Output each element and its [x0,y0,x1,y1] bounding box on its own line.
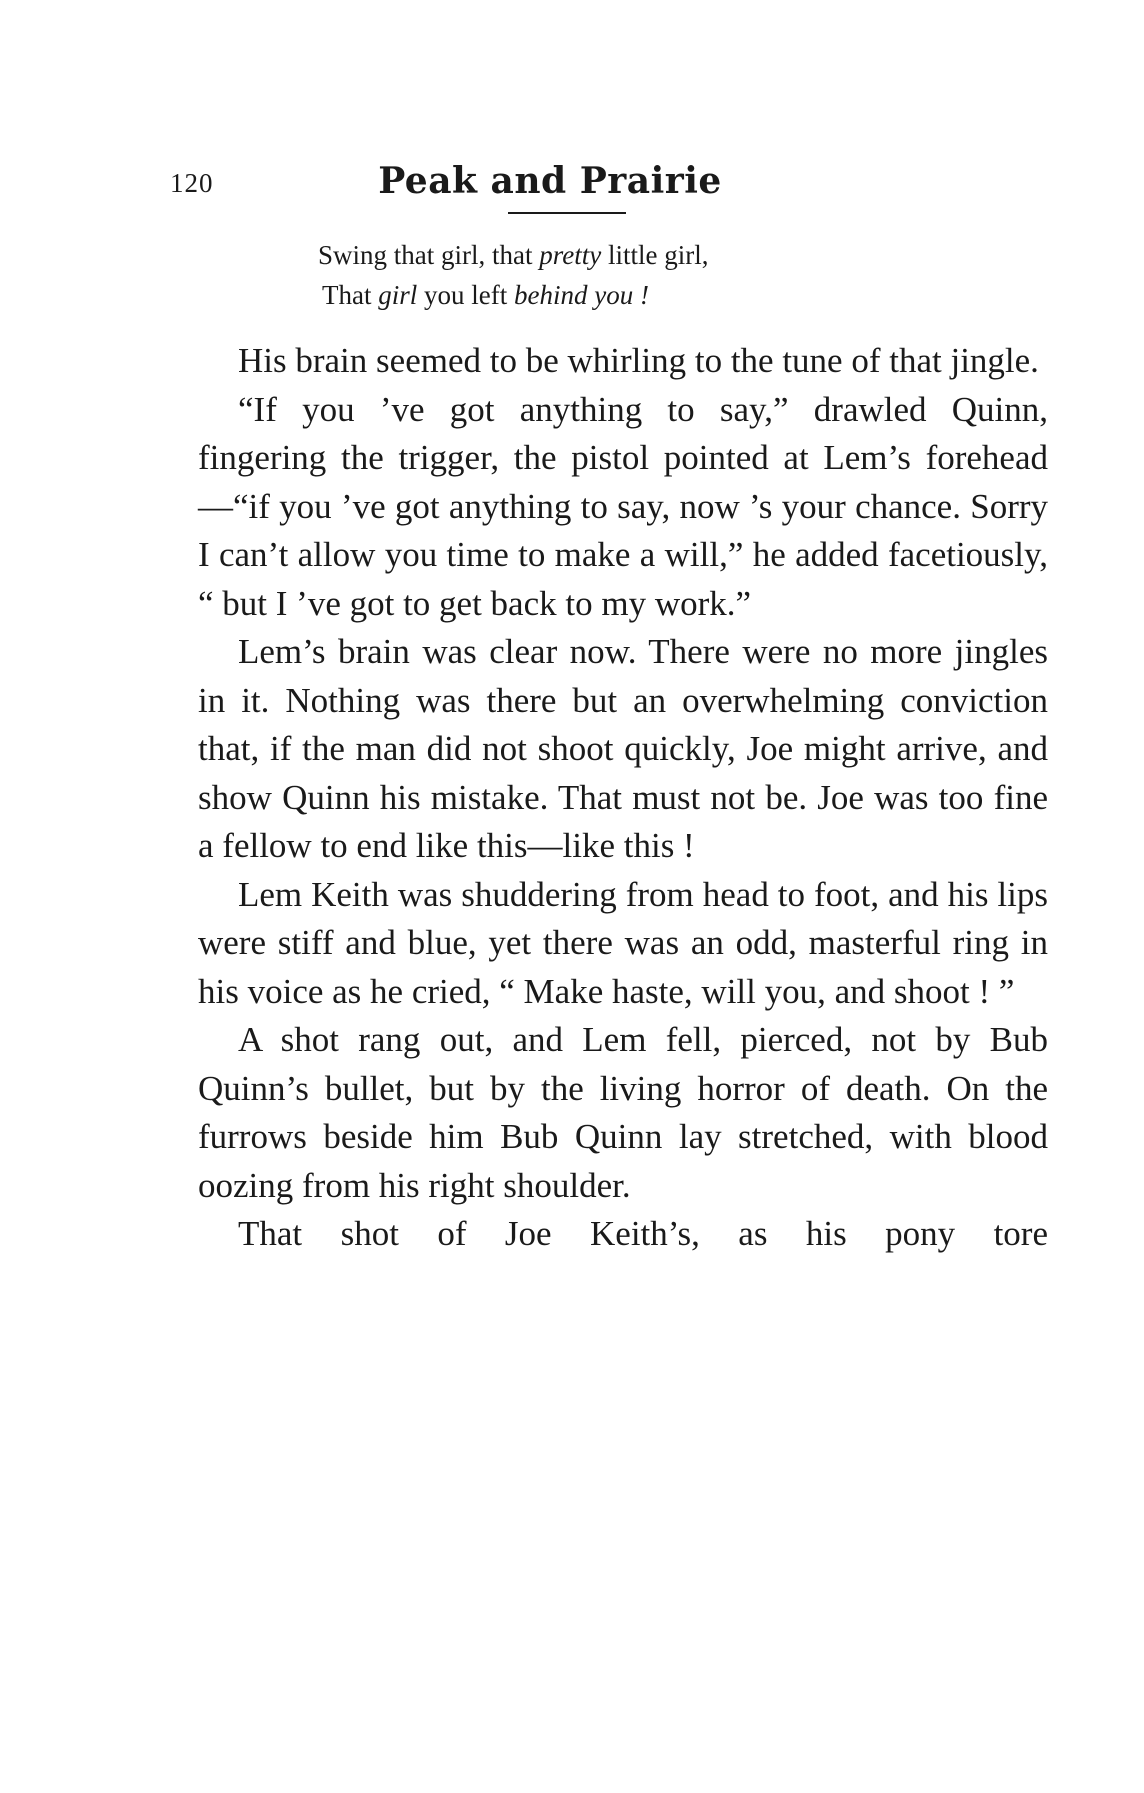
verse-text: you left [417,280,514,310]
page-number: 120 [170,168,214,198]
paragraph: Lem’s brain was clear now. There were no more jingles in it. Nothing was there but an overwhelming conviction that, if the man did not shoot quickly, Joe might arrive, and show Quinn his mistake. That must not be. Joe was too fine a fellow to end like this—like this ! [198,632,1048,865]
paragraph-continued: That shot of Joe Keith’s, as his pony tore [238,1214,1048,1253]
verse-emphasis: behind you ! [513,280,649,310]
paragraph: A shot rang out, and Lem fell, pierced, not by Bub Quinn’s bullet, but by the living horror of death. On the furrows beside him Bub Quinn lay stretched, with blood oozing from his right shoulder. [198,1020,1048,1205]
page-header [170,160,1050,210]
verse-line-2 [318,275,1018,315]
body-text [198,337,1048,1259]
header-rule [508,212,626,214]
verse-text: little girl, [601,240,709,270]
verse-text: Swing that girl, that [318,240,540,270]
running-title: Peak and Prairie [378,160,722,202]
paragraph: “If you ’ve got anything to say,” drawled Quinn, fingering the trigger, the pistol pointed at Lem’s forehead—“if you ’ve got anything to say, now ’s your chance. Sorry I can’t allow you time to make a will,” he added facetiously, “ but I ’ve got to get back to my work.” [198,389,1048,623]
verse-quote [318,235,1018,315]
verse-line-1 [318,235,1018,275]
paragraph: His brain seemed to be whirling to the tune of that jingle. [238,341,1039,380]
verse-text: That [322,280,379,310]
paragraph: Lem Keith was shuddering from head to foot, and his lips were stiff and blue, yet there was an odd, masterful ring in his voice as he cried, “ Make haste, will you, and shoot ! ” [198,874,1048,1011]
verse-emphasis: pretty [539,240,602,270]
verse-emphasis: girl [378,280,418,310]
